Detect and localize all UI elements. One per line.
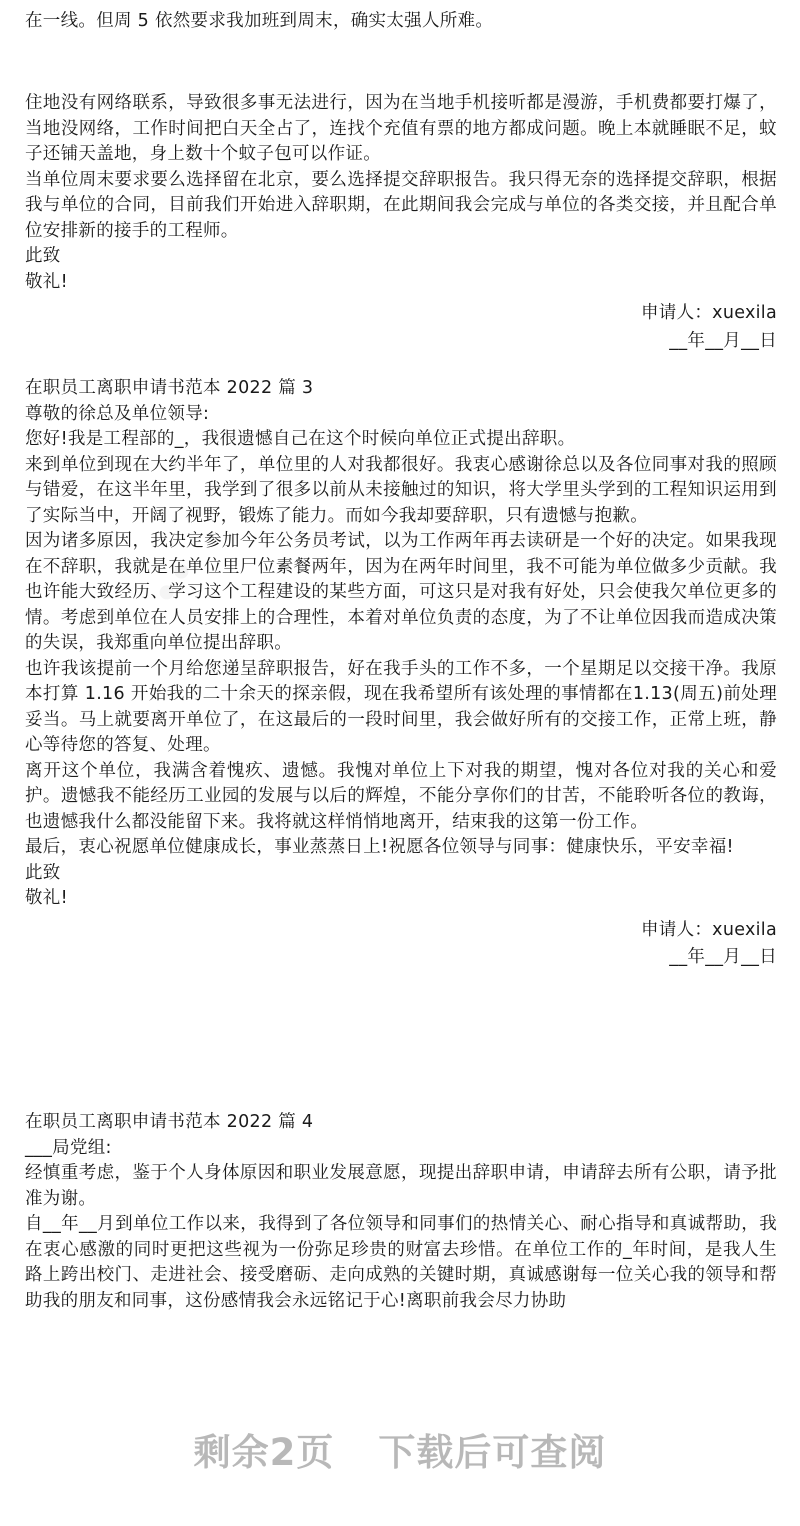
paragraph: 自__年__月到单位工作以来，我得到了各位领导和同事们的热情关心、耐心指导和真诚帮助，我在衷心感激的同时更把这些视为一份弥足珍贵的财富去珍惜。在单位工作的_年时间，是我人生路上跨出校门、走进社会、接受磨砺、走向成熟的关键时期，真诚感谢每一位关心我的领导和帮助我的朋友和同事，这份感情我会永远铭记于心!离职前我会尽力协助 [25,1214,777,1311]
section-title: 在职员工离职申请书范本 2022 篇 4 [25,1112,314,1132]
paragraph: 住地没有网络联系，导致很多事无法进行，因为在当地手机接听都是漫游，手机费都要打爆了，当地没网络，工作时间把白天全占了，连找个充值有票的地方都成问题。晚上本就睡眠不足，蚊子还铺天盖地，身上数十个蚊子包可以作证。 [25,93,777,164]
letter-body-1 [25,91,777,354]
paragraph: 来到单位到现在大约半年了，单位里的人对我都很好。我衷心感谢徐总以及各位同事对我的照顾与错爱，在这半年里，我学到了很多以前从未接触过的知识，将大学里头学到的工程知识运用到了实际当中，开阔了视野，锻炼了能力。而如今我却要辞职，只有遗憾与抱歉。 [25,454,777,526]
download-banner[interactable] [0,1422,800,1476]
closing-salute: 敬礼! [25,888,68,908]
salutation: ___局党组: [25,1137,112,1158]
closing-salute: 敬礼! [25,271,68,292]
download-to-view-label[interactable]: 下载后可查阅 [378,1431,607,1474]
section-3 [25,376,777,971]
top-partial-text [25,9,777,35]
paragraph: 您好!我是工程部的_，我很遗憾自己在这个时候向单位正式提出辞职。 [25,429,576,449]
watermark-logo: •• [142,548,210,618]
section-title: 在职员工离职申请书范本 2022 篇 3 [25,378,314,398]
section-4 [25,1110,777,1314]
closing-greeting: 此致 [25,862,61,883]
paragraph: 离开这个单位，我满含着愧疚、遗憾。我愧对单位上下对我的期望，愧对各位对我的关心和爱护。遗憾我不能经历工业园的发展与以后的辉煌，不能分享你们的甘苦，不能聆听各位的教诲，也遗憾我什么都没能留下来。我将就这样悄悄地离开，结束我的这第一份工作。 [25,760,777,832]
paragraph: 也许我该提前一个月给您递呈辞职报告，好在我手头的工作不多，一个星期足以交接干净。我原本打算 1.16 开始我的二十余天的探亲假，现在我希望所有该处理的事情都在1.13(周五)前处理妥当。马上就要离开单位了，在这最后的一段时间里，我会做好所有的交接工作，正常上班，静心等待您的答复、处理。 [25,658,777,755]
paragraph: 因为诸多原因，我决定参加今年公务员考试，以为工作两年再去读研是一个好的决定。如果我现在不辞职，我就是在单位里尸位素餐两年，因为在两年时间里，我不可能为单位做多少贡献。我也许能大致经历、学习这个工程建设的某些方面，可这只是对我有好处，只会使我欠单位更多的情。考虑到单位在人员安排上的合理性，本着对单位负责的态度，为了不让单位因我而造成决策的失误，我郑重向单位提出辞职。 [25,531,777,653]
applicant-signature: 申请人：xuexila [640,303,777,323]
paragraph: 经慎重考虑，鉴于个人身体原因和职业发展意愿，现提出辞职申请，申请辞去所有公职，请予批准为谢。 [25,1163,777,1209]
applicant-signature: 申请人：xuexila [640,919,777,940]
closing-greeting: 此致 [25,246,61,266]
remaining-pages-label: 剩余2页 [193,1431,335,1474]
date-line: __年__月__日 [669,947,777,967]
date-line: __年__月__日 [669,330,777,351]
paragraph: 最后，衷心祝愿单位健康成长，事业蒸蒸日上!祝愿各位领导与同事：健康快乐，平安幸福! [25,837,734,857]
salutation: 尊敬的徐总及单位领导: [25,403,210,424]
paragraph: 当单位周末要求要么选择留在北京，要么选择提交辞职报告。我只得无奈的选择提交辞职，根据我与单位的合同，目前我们开始进入辞职期，在此期间我会完成与单位的各类交接，并且配合单位安排新的接手的工程师。 [25,169,777,241]
top-partial-line: 在一线。但周 5 依然要求我加班到周末，确实太强人所难。 [25,11,494,31]
